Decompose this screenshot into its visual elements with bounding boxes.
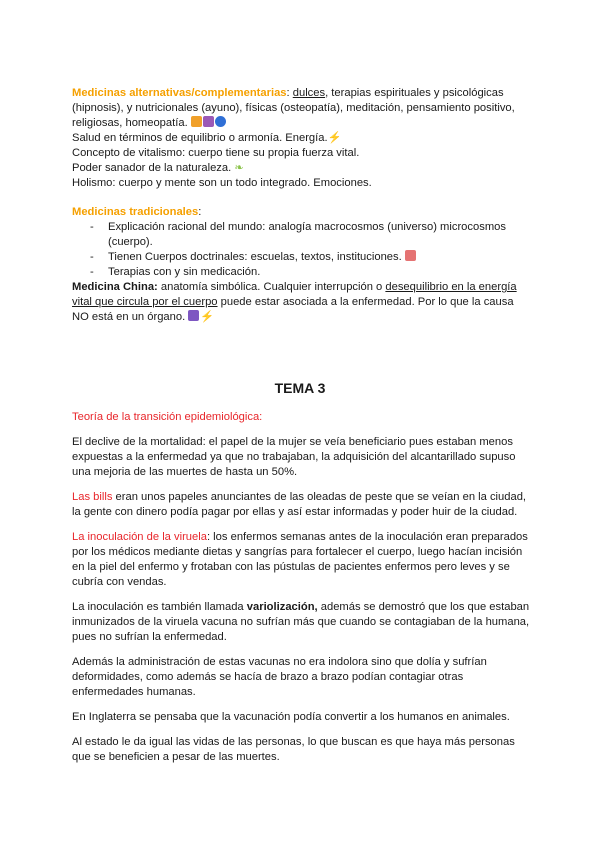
alternative-medicine-section: [72, 86, 532, 191]
list-item-text: Tienen Cuerpos doctrinales: escuelas, textos, instituciones.: [108, 251, 402, 263]
leaf-icon: ❧: [234, 162, 244, 174]
yin-yang-icon: [188, 310, 199, 321]
chinese-medicine-text-end: puede estar asociada a la enfermedad. Por lo que la causa NO está en un órgano.: [72, 296, 514, 323]
epidemiologic-theory-heading: Teoría de la transición epidemiológica:: [72, 411, 263, 423]
energy-underline: desequilibrio en la energía vital que circula por el cuerpo: [72, 281, 517, 308]
holism-line: Holismo: cuerpo y mente son un todo integrado. Emociones.: [72, 177, 372, 189]
heading-colon: :: [286, 87, 290, 99]
cross-emoji-icon: [203, 116, 214, 127]
traditional-heading-colon: :: [198, 206, 202, 218]
woman-emoji-icon: [191, 116, 202, 127]
nazar-amulet-icon: [215, 116, 226, 127]
traditional-medicine-section: [72, 205, 532, 325]
books-icon: [405, 250, 416, 261]
inoculation-label: La inoculación de la viruela: [72, 531, 207, 543]
lightning-icon: ⚡: [327, 132, 342, 144]
variolization-term: variolización,: [246, 601, 318, 613]
variolization-pre: La inoculación es también llamada: [72, 601, 247, 613]
traditional-medicine-heading: Medicinas tradicionales: [72, 206, 199, 218]
alternative-medicine-paragraph: [72, 86, 532, 131]
page-title: TEMA 3: [274, 380, 326, 396]
list-item: - Terapias con y sin medicación.: [72, 265, 532, 280]
bills-label: Las bills: [72, 491, 113, 503]
energy-text: Salud en términos de equilibrio o armonía. Energía.: [72, 132, 328, 144]
vaccine-pain-paragraph: Además la administración de estas vacunas no era indolora sino que dolía y sufrían deformidades, como además se hacía de brazo a brazo podían contagiar otras enfermedades humanas.: [72, 656, 487, 698]
list-item: - Explicación racional del mundo: analogía macrocosmos (universo) microcosmos (cuerpo).: [72, 220, 532, 250]
list-item: [72, 250, 532, 265]
vitalism-line: Concepto de vitalismo: cuerpo tiene su propia fuerza vital.: [72, 147, 360, 159]
mortality-paragraph: El declive de la mortalidad: el papel de la mujer se veía beneficiario pues estaban menos expuestas a la enfermedad ya que no trabajaban, la adquisición del alcantarillado supuso una mejoria de las muertes de hasta un 50%.: [72, 436, 516, 478]
traditional-medicine-heading-line: [72, 205, 532, 220]
inoculation-paragraph: [72, 530, 532, 590]
nature-text: Poder sanador de la naturaleza.: [72, 162, 232, 174]
state-paragraph: Al estado le da igual las vidas de las personas, lo que buscan es que haya más personas que se beneficien a pesar de las muertes.: [72, 736, 515, 763]
nature-line: [72, 161, 532, 176]
therapies-text: , terapias espirituales y psicológicas (hipnosis), y nutricionales (ayuno), físicas (osteopatía), meditación, pensamiento positivo, religiosas, homeopatía.: [72, 87, 515, 129]
chinese-medicine-label: Medicina China:: [72, 281, 158, 293]
alternative-medicine-heading: Medicinas alternativas/complementarias: [72, 87, 287, 99]
variolization-paragraph: [72, 600, 532, 645]
chinese-medicine-text: anatomía simbólica. Cualquier interrupción o: [157, 281, 386, 293]
variolization-post: además se demostró que los que estaban inmunizados de la viruela vacuna no sufrían más que cuando se contagiaban de la humana, pues no sufrían la enfermedad.: [72, 601, 530, 643]
chinese-medicine-paragraph: [72, 280, 532, 325]
bills-text: eran unos papeles anunciantes de las oleadas de peste que se veían en la ciudad, la gente con dinero podía pagar por ellas y así estar informadas y poder huir de la ciudad.: [72, 491, 527, 518]
dulces-link: dulces: [292, 87, 326, 99]
traditional-medicine-list: [72, 220, 532, 280]
inoculation-text: : los enfermos semanas antes de la inoculación eran preparados por los médicos mediante dietas y sangrías para fortalecer el cuerpo, luego hacían incisión en la piel del enfermo y frotaban con las pústulas de pacientes enfermos pero leves y se cubría con vendas.: [72, 531, 528, 588]
lightning-icon: ⚡: [200, 311, 215, 323]
england-paragraph: En Inglaterra se pensaba que la vacunación podía convertir a los humanos en animales.: [72, 711, 510, 723]
energy-line: [72, 131, 532, 146]
bills-paragraph: [72, 490, 532, 520]
tema3-body: [72, 410, 532, 765]
